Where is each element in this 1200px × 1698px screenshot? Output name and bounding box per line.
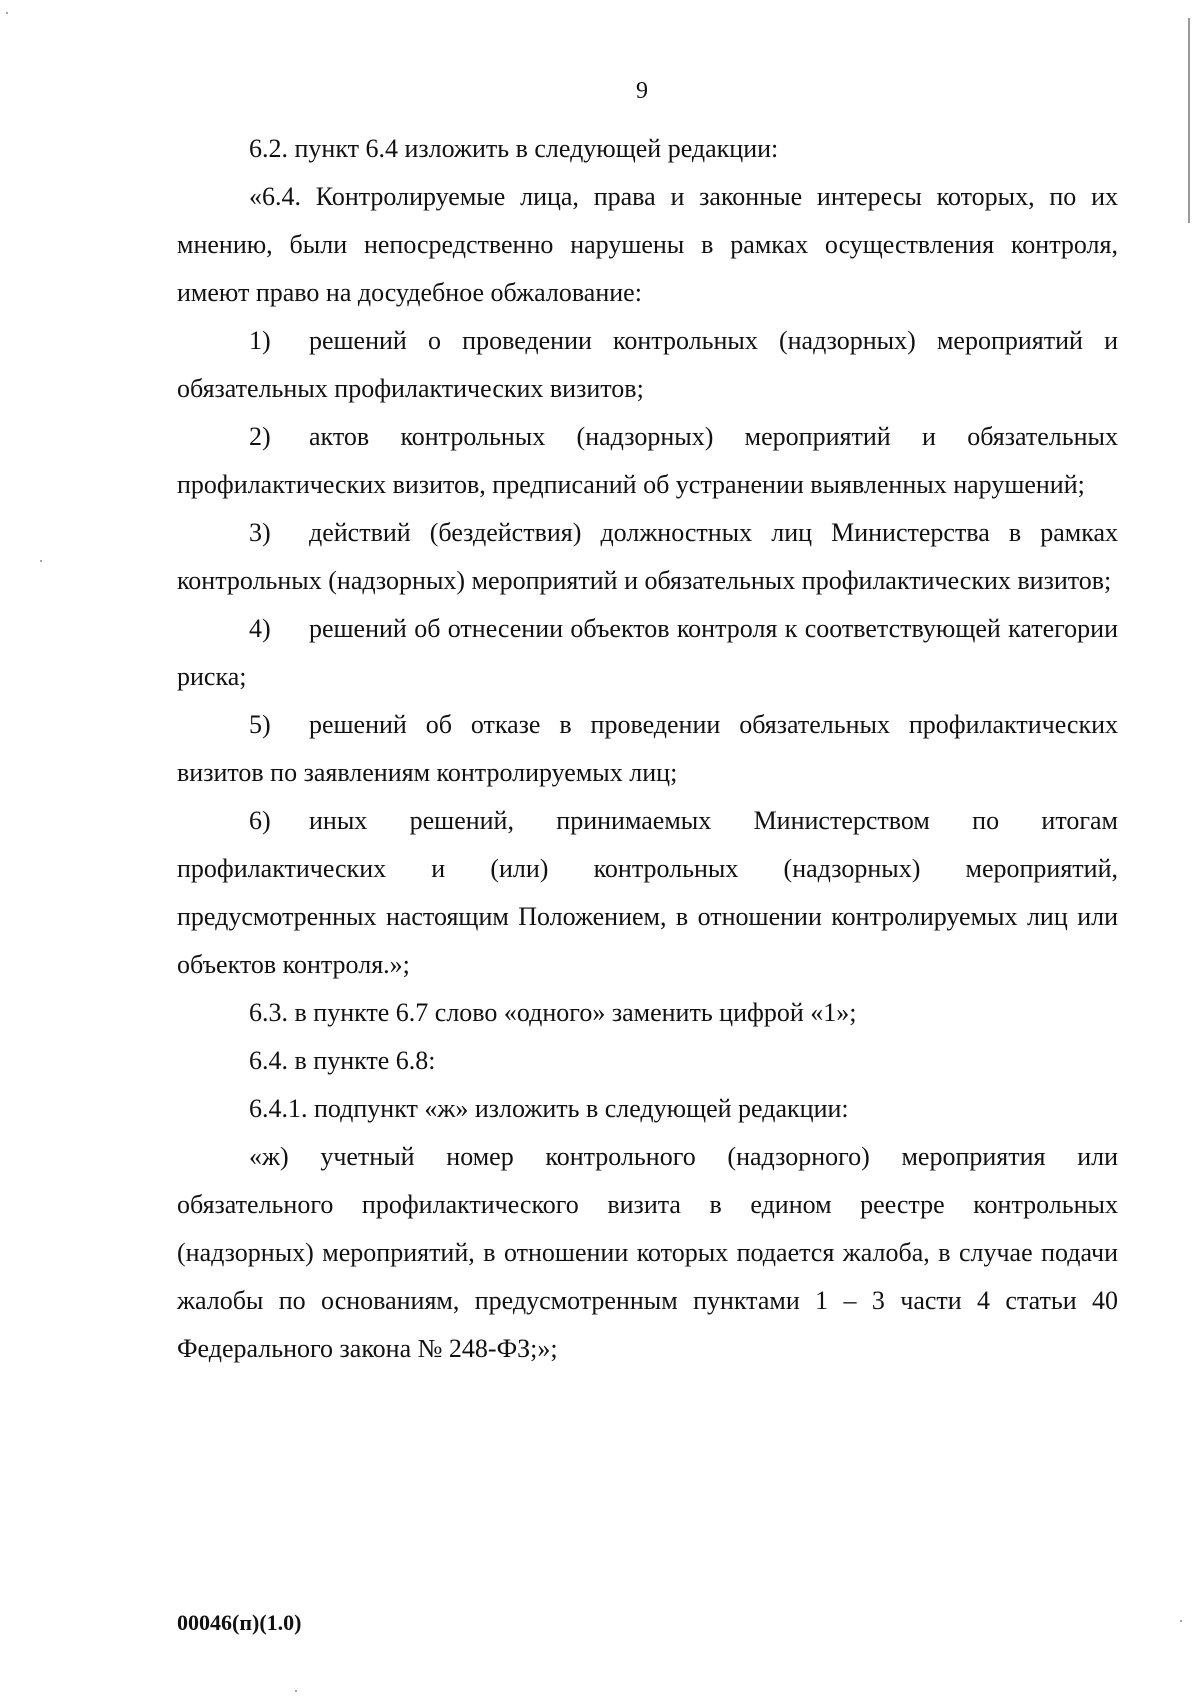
list-item-5 — [177, 701, 1118, 797]
list-item-number: 3) — [249, 518, 271, 547]
scan-speck — [6, 12, 8, 14]
page-number: 9 — [636, 78, 648, 104]
list-item-text: решений о проведении контрольных (надзорных) мероприятий и обязательных профилактических визитов; — [177, 326, 1118, 403]
list-item-text: действий (бездействия) должностных лиц Министерства в рамках контрольных (надзорных) мероприятий и обязательных профилактических визитов; — [177, 518, 1118, 595]
list-item-number: 1) — [249, 326, 271, 355]
document-body — [177, 125, 1118, 1373]
list-item-number: 4) — [249, 614, 271, 643]
list-item-3 — [177, 509, 1118, 605]
scan-speck — [40, 560, 42, 562]
paragraph-6-4-intro: «6.4. Контролируемые лица, права и законные интересы которых, по их мнению, были непосредственно нарушены в рамках осуществления контроля, имеют право на досудебное обжалование: — [177, 182, 1118, 307]
document-code: 00046(п)(1.0) — [177, 1610, 302, 1635]
list-item-text: решений об отнесении объектов контроля к соответствующей категории риска; — [177, 614, 1118, 691]
paragraph-6-4: 6.4. в пункте 6.8: — [249, 1046, 436, 1075]
list-item-4 — [177, 605, 1118, 701]
paragraph-6-2: 6.2. пункт 6.4 изложить в следующей редакции: — [249, 134, 779, 163]
list-item-text: иных решений, принимаемых Министерством по итогам профилактических и (или) контрольных (надзорных) мероприятий, предусмотренных настоящим Положением, в отношении контролируемых лиц или объектов контроля.»; — [177, 806, 1118, 979]
paragraph-6-4-1: 6.4.1. подпункт «ж» изложить в следующей редакции: — [249, 1094, 849, 1123]
list-item-number: 5) — [249, 710, 271, 739]
list-item-6 — [177, 797, 1118, 989]
list-item-1 — [177, 317, 1118, 413]
scan-edge-line — [1188, 18, 1190, 223]
paragraph-subitem-zh: «ж) учетный номер контрольного (надзорного) мероприятия или обязательного профилактического визита в едином реестре контрольных (надзорных) мероприятий, в отношении которых подается жалоба, в случае подачи жалобы по основаниям, предусмотренным пунктами 1 – 3 части 4 статьи 40 Федерального закона № 248-ФЗ;»; — [177, 1142, 1118, 1363]
list-item-2 — [177, 413, 1118, 509]
scan-speck — [1180, 1620, 1182, 1622]
scan-speck — [295, 1690, 297, 1692]
list-item-number: 2) — [249, 422, 271, 451]
list-item-text: решений об отказе в проведении обязательных профилактических визитов по заявлениям контролируемых лиц; — [177, 710, 1118, 787]
list-item-number: 6) — [249, 806, 271, 835]
list-item-text: актов контрольных (надзорных) мероприятий и обязательных профилактических визитов, предписаний об устранении выявленных нарушений; — [177, 422, 1118, 499]
paragraph-6-3: 6.3. в пункте 6.7 слово «одного» заменить цифрой «1»; — [249, 998, 857, 1027]
